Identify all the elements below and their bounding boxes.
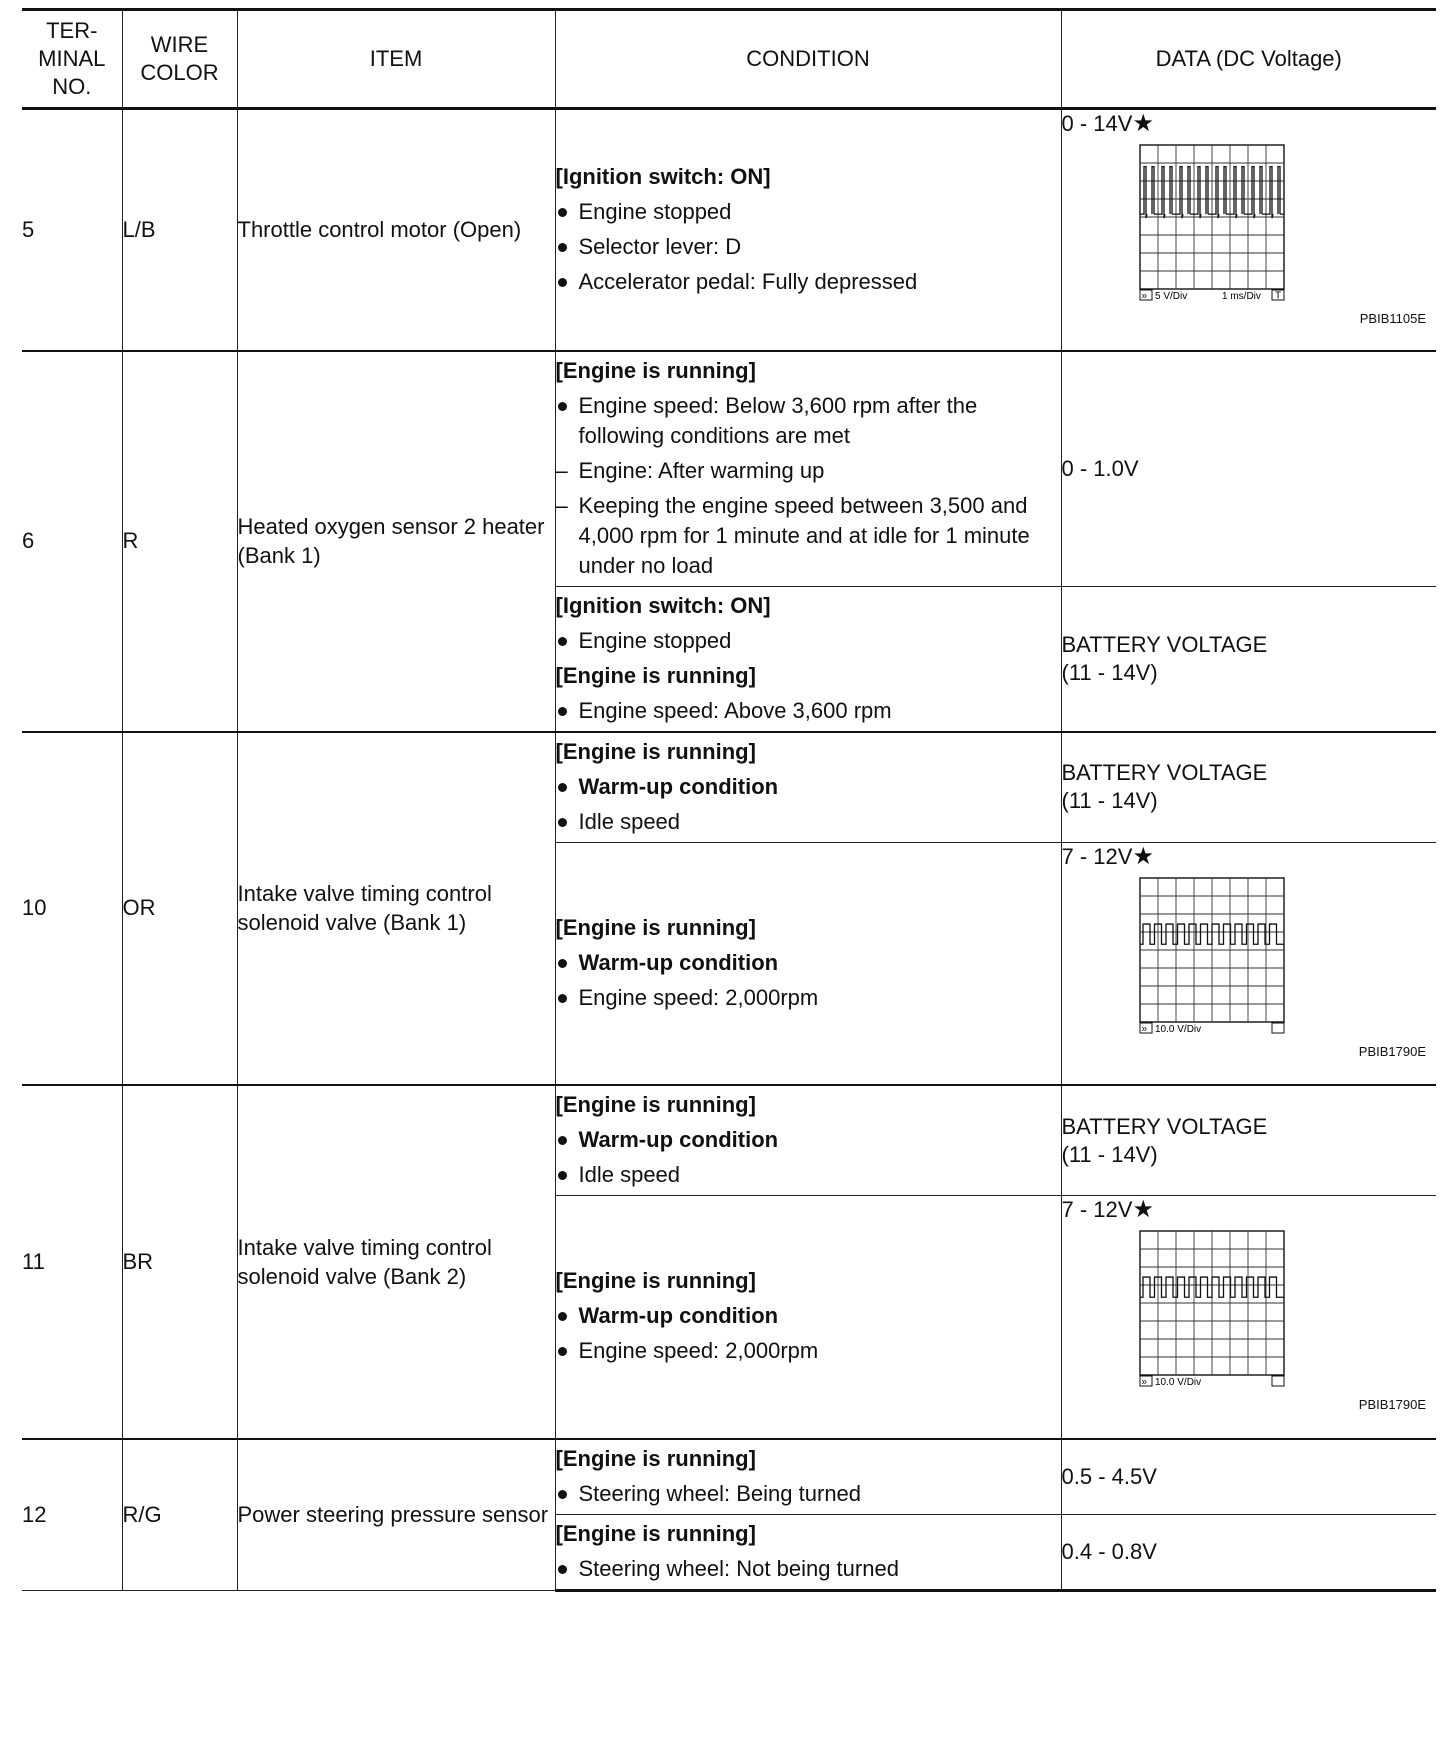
condition-heading: [Engine is running] [555, 1268, 756, 1294]
volt-div-label: 10.0 V/Div [1154, 1377, 1201, 1388]
data-cell [1061, 732, 1436, 843]
item-name: Heated oxygen sensor 2 heater (Bank 1) [237, 351, 555, 732]
condition-bullet: Steering wheel: Not being turned [556, 1554, 1061, 1584]
waveform-figure [1062, 144, 1437, 326]
condition-bullet: Engine speed: Below 3,600 rpm after the following conditions are met [556, 391, 1061, 451]
volt-div-label: 5 V/Div [1154, 291, 1187, 302]
item-name: Intake valve timing control solenoid valve (Bank 2) [237, 1085, 555, 1439]
wire-color: R [122, 351, 237, 732]
terminal-number: 12 [22, 1439, 122, 1591]
condition-bullet: Selector lever: D [556, 232, 1061, 262]
condition-heading: [Engine is running] [555, 357, 756, 383]
condition-bullet: Idle speed [556, 1160, 1061, 1190]
waveform-figure [1062, 1230, 1437, 1412]
header-wire-color: WIRE COLOR [122, 10, 237, 109]
condition-cell [555, 1439, 1061, 1515]
wire-color: BR [122, 1085, 237, 1439]
voltage-value: BATTERY VOLTAGE (11 - 14V) [1061, 1113, 1268, 1167]
item-name: Throttle control motor (Open) [237, 109, 555, 351]
condition-bullet: Warm-up condition [556, 1125, 1061, 1155]
condition-cell [555, 1085, 1061, 1196]
oscilloscope-waveform [1139, 877, 1289, 1042]
data-cell [1061, 842, 1436, 1085]
condition-bullet: Warm-up condition [556, 1301, 1061, 1331]
condition-cell [555, 1196, 1061, 1439]
condition-bullet: Engine speed: Above 3,600 rpm [556, 696, 1061, 726]
condition-bullet: Warm-up condition [556, 772, 1061, 802]
data-cell [1061, 586, 1436, 732]
data-cell [1061, 1514, 1436, 1590]
header-item: ITEM [237, 10, 555, 109]
header-data: DATA (DC Voltage) [1061, 10, 1436, 109]
condition-cell [555, 1514, 1061, 1590]
table-body [22, 109, 1436, 1591]
voltage-value: BATTERY VOLTAGE (11 - 14V) [1061, 631, 1268, 685]
star-icon: ★ [1132, 1196, 1154, 1223]
data-cell [1061, 1196, 1436, 1439]
condition-bullet: Engine stopped [556, 197, 1061, 227]
voltage-value: 7 - 12V★ [1061, 842, 1154, 870]
terminal-number: 11 [22, 1085, 122, 1439]
oscilloscope-waveform [1139, 1230, 1289, 1395]
voltage-value: 7 - 12V★ [1061, 1196, 1154, 1223]
condition-heading: [Engine is running] [555, 1520, 756, 1546]
voltage-value: 0 - 14V★ [1061, 110, 1154, 137]
condition-cell [555, 732, 1061, 843]
condition-bullet: Steering wheel: Being turned [556, 1479, 1061, 1509]
condition-bullet: Idle speed [556, 807, 1061, 837]
scope-trigger-box [1272, 1376, 1284, 1386]
figure-id: PBIB1790E [1358, 1397, 1426, 1412]
terminal-number: 5 [22, 109, 122, 351]
voltage-value: BATTERY VOLTAGE (11 - 14V) [1061, 760, 1268, 813]
condition-heading: [Engine is running] [555, 662, 756, 688]
wire-color: R/G [122, 1439, 237, 1591]
condition-bullet: Engine speed: 2,000rpm [556, 983, 1061, 1013]
time-div-label: 1 ms/Div [1221, 291, 1261, 302]
condition-bullet: Engine speed: 2,000rpm [556, 1336, 1061, 1366]
terminal-number: 10 [22, 732, 122, 1086]
star-icon: ★ [1132, 110, 1154, 137]
data-cell [1061, 109, 1436, 351]
condition-heading: [Engine is running] [555, 914, 756, 940]
condition-cell [555, 842, 1061, 1085]
table-row [22, 1085, 1436, 1196]
ecm-terminal-table [22, 8, 1436, 1592]
condition-heading: [Engine is running] [555, 1092, 756, 1117]
waveform-figure [1062, 877, 1437, 1059]
data-cell [1061, 1085, 1436, 1196]
condition-cell [555, 586, 1061, 732]
item-name: Intake valve timing control solenoid valve (Bank 1) [237, 732, 555, 1086]
condition-subitem: – Keeping the engine speed between 3,500 and 4,000 rpm for 1 minute and at idle for 1 minute under no load [556, 491, 1061, 581]
double-chevron-icon: » [1141, 1376, 1147, 1388]
figure-id: PBIB1790E [1358, 1043, 1426, 1059]
condition-heading: [Ignition switch: ON] [555, 592, 771, 618]
item-name: Power steering pressure sensor [237, 1439, 555, 1591]
star-icon: ★ [1132, 842, 1154, 870]
terminal-number: 6 [22, 351, 122, 732]
condition-heading: [Ignition switch: ON] [555, 163, 771, 189]
figure-id: PBIB1105E [1359, 311, 1426, 326]
volt-div-label: 10.0 V/Div [1154, 1023, 1201, 1035]
voltage-value: 0 - 1.0V [1061, 455, 1139, 481]
wire-color: OR [122, 732, 237, 1086]
header-condition: CONDITION [555, 10, 1061, 109]
condition-bullet: Warm-up condition [556, 948, 1061, 978]
double-chevron-icon: » [1141, 1023, 1147, 1034]
table-row [22, 109, 1436, 351]
data-cell [1061, 1439, 1436, 1515]
table-row [22, 1439, 1436, 1515]
oscilloscope-waveform [1139, 144, 1289, 309]
condition-heading: [Engine is running] [555, 1445, 756, 1471]
condition-heading: [Engine is running] [555, 738, 756, 764]
header-terminal-no: TER- MINAL NO. [22, 10, 122, 109]
condition-cell [555, 109, 1061, 351]
wire-color: L/B [122, 109, 237, 351]
table-header [22, 10, 1436, 109]
table-row [22, 732, 1436, 843]
data-cell [1061, 351, 1436, 587]
condition-cell [555, 351, 1061, 587]
voltage-value: 0.5 - 4.5V [1061, 1463, 1157, 1489]
condition-subitem: – Engine: After warming up [556, 456, 1061, 486]
table-row [22, 351, 1436, 587]
condition-bullet: Engine stopped [556, 626, 1061, 656]
condition-bullet: Accelerator pedal: Fully depressed [556, 267, 1061, 297]
voltage-value: 0.4 - 0.8V [1061, 1538, 1157, 1564]
trigger-label: T [1274, 290, 1281, 302]
double-chevron-icon: » [1141, 290, 1147, 302]
scope-trigger-box [1272, 1023, 1284, 1033]
